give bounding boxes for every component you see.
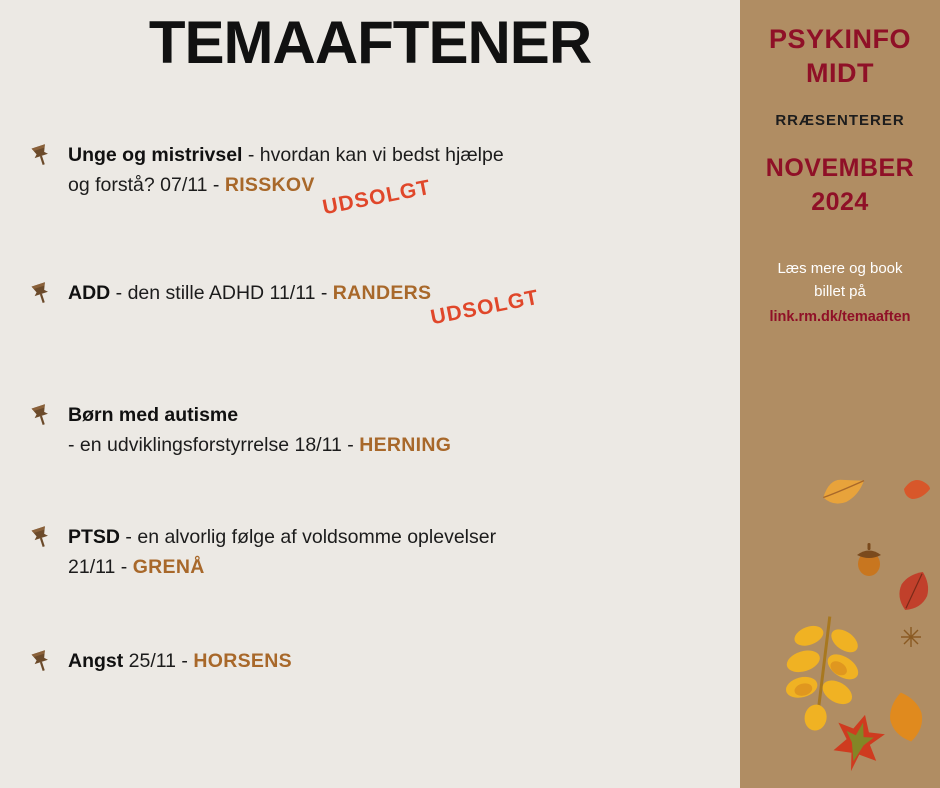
event-city: GRENÅ: [132, 556, 205, 578]
event-city: HERNING: [359, 434, 452, 456]
event-line-1: [68, 522, 730, 552]
leaf-icon: [882, 690, 930, 749]
leaf-icon: [900, 626, 922, 653]
event-line-1: [68, 140, 730, 170]
booking-line-1: Læs mere og book: [777, 260, 903, 277]
event-city: RISSKOV: [224, 174, 315, 196]
event-line-1: [68, 400, 730, 430]
leaf-icon: [892, 568, 936, 619]
list-item: [0, 278, 740, 338]
leaf-icon: [902, 475, 932, 508]
brand-line-1: PSYKINFO: [768, 24, 912, 54]
event-date: og forstå? 07/11 -: [68, 174, 225, 196]
event-title: PTSD: [68, 526, 121, 548]
pushpin-icon: [28, 142, 54, 168]
status-badge: UDSOLGT: [428, 285, 541, 330]
leaf-icon: [828, 712, 888, 779]
event-line-1: [68, 646, 730, 676]
status-badge: UDSOLGT: [320, 175, 433, 220]
event-title: Angst: [68, 650, 124, 672]
list-item: [0, 400, 740, 460]
event-detail: - en alvorlig følge af voldsomme oplevelser: [120, 526, 497, 548]
booking-line-2: billet på: [814, 283, 866, 300]
event-list: [0, 140, 740, 750]
acorn-icon: [852, 540, 886, 583]
pushpin-icon: [28, 524, 54, 550]
poster-sidebar: [740, 0, 940, 788]
list-item: [0, 522, 740, 582]
event-date: 21/11 -: [68, 556, 133, 578]
pushpin-icon: [28, 402, 54, 428]
month-heading: [740, 151, 940, 219]
pushpin-icon: [28, 648, 54, 674]
list-item: [0, 646, 740, 706]
page-title: TEMAAFTENER: [148, 9, 592, 76]
brand-line-2: MIDT: [806, 58, 874, 88]
pushpin-icon: [28, 280, 54, 306]
month-name: NOVEMBER: [765, 154, 915, 182]
event-line-2: [68, 430, 730, 460]
event-line-2: [68, 552, 730, 582]
brand-title: [740, 22, 940, 90]
event-title: ADD: [68, 282, 111, 304]
month-year: 2024: [811, 188, 869, 216]
event-title: Børn med autisme: [68, 404, 239, 426]
event-date: - en udviklingsforstyrrelse 18/11 -: [68, 434, 360, 456]
leaf-icon: [818, 470, 870, 515]
leaf-icon: [776, 612, 868, 737]
event-detail: 25/11 -: [123, 650, 194, 672]
event-title: Unge og mistrivsel: [68, 144, 243, 166]
event-line-1: [68, 278, 730, 308]
event-detail: - hvordan kan vi bedst hjælpe: [242, 144, 504, 166]
list-item: [0, 140, 740, 220]
booking-link[interactable]: link.rm.dk/temaaften: [769, 309, 911, 325]
presents-label: RRÆSENTERER: [775, 112, 905, 129]
event-city: HORSENS: [193, 650, 292, 672]
event-detail: - den stille ADHD 11/11 -: [110, 282, 333, 304]
booking-info: [740, 257, 940, 329]
event-city: RANDERS: [332, 282, 432, 304]
